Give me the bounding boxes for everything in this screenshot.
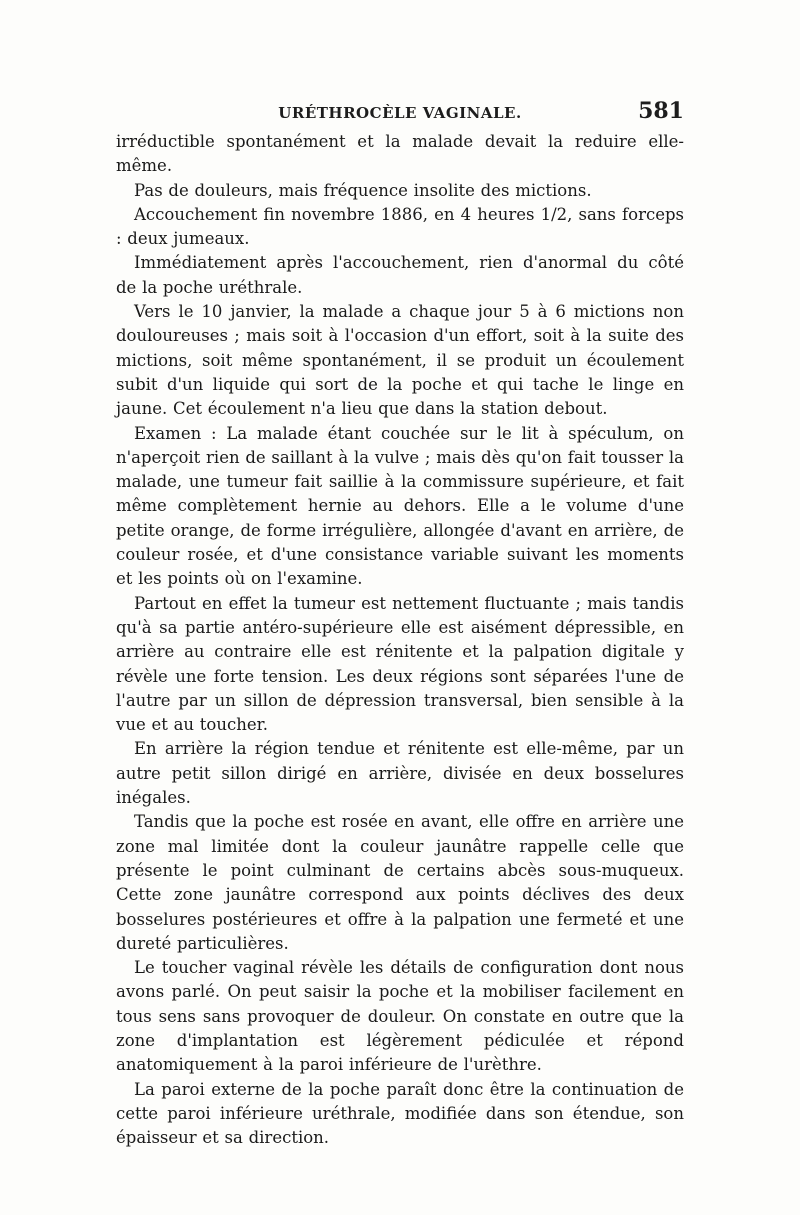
body-text — [116, 130, 684, 1150]
paragraph: Immédiatement après l'accouchement, rien d'anormal du côté de la poche uréthrale. — [116, 253, 684, 297]
running-title: URÉTHROCÈLE VAGINALE. — [278, 104, 522, 122]
paragraph: La paroi externe de la poche paraît donc être la continuation de cette paroi inférieure uréthrale, modifiée dans son étendue, son épaisseur et sa direction. — [116, 1079, 684, 1148]
running-head — [116, 98, 684, 126]
paragraph: Examen : La malade étant couchée sur le lit à spéculum, on n'aperçoit rien de saillant à la vulve ; mais dès qu'on fait tousser la malade, une tumeur fait saillie à la commissure supérieure, et fait même complètement hernie au dehors. Elle a le volume d'une petite orange, de forme irrégulière, allongée d'avant en arrière, de couleur rosée, et d'une consistance variable suivant les moments et les points où on l'examine. — [116, 423, 684, 589]
paragraph: Vers le 10 janvier, la malade a chaque jour 5 à 6 mictions non douloureuses ; mais soit à l'occasion d'un effort, soit à la suite des mictions, soit même spontanément, il se produit un écoulement subit d'un liquide qui sort de la poche et qui tache le linge en jaune. Cet écoulement n'a lieu que dans la station debout. — [116, 302, 684, 419]
paragraph: Partout en effet la tumeur est nettement fluctuante ; mais tandis qu'à sa partie antéro-supérieure elle est aisément dépressible, en arrière au contraire elle est rénitente et la palpation digitale y révèle une forte tension. Les deux régions sont séparées l'une de l'autre par un sillon de dépression transversal, bien sensible à la vue et au toucher. — [116, 593, 684, 735]
page-number: 581 — [638, 98, 684, 124]
paragraph: Pas de douleurs, mais fréquence insolite des mictions. — [134, 180, 592, 200]
paragraph: Accouchement fin novembre 1886, en 4 heures 1/2, sans forceps : deux jumeaux. — [116, 204, 684, 249]
paragraph: Le toucher vaginal révèle les détails de configuration dont nous avons parlé. On peut saisir la poche et la mobiliser facilement en tous sens sans provoquer de douleur. On constate en outre que la zone d'implantation est légèrement pédiculée et répond anatomiquement à la paroi inférieure de l'urèthre. — [116, 958, 684, 1075]
paragraph: Tandis que la poche est rosée en avant, elle offre en arrière une zone mal limitée dont la couleur jaunâtre rappelle celle que présente le point culminant de certains abcès sous-muqueux. Cette zone jaunâtre correspond aux points déclives des deux bosselures postérieures et offre à la palpation une fermeté et une dureté particulières. — [116, 812, 684, 953]
paragraph: irréductible spontanément et la malade devait la reduire elle-même. — [116, 132, 684, 176]
paragraph: En arrière la région tendue et rénitente est elle-même, par un autre petit sillon dirigé en arrière, divisée en deux bosselures inégales. — [116, 739, 684, 808]
